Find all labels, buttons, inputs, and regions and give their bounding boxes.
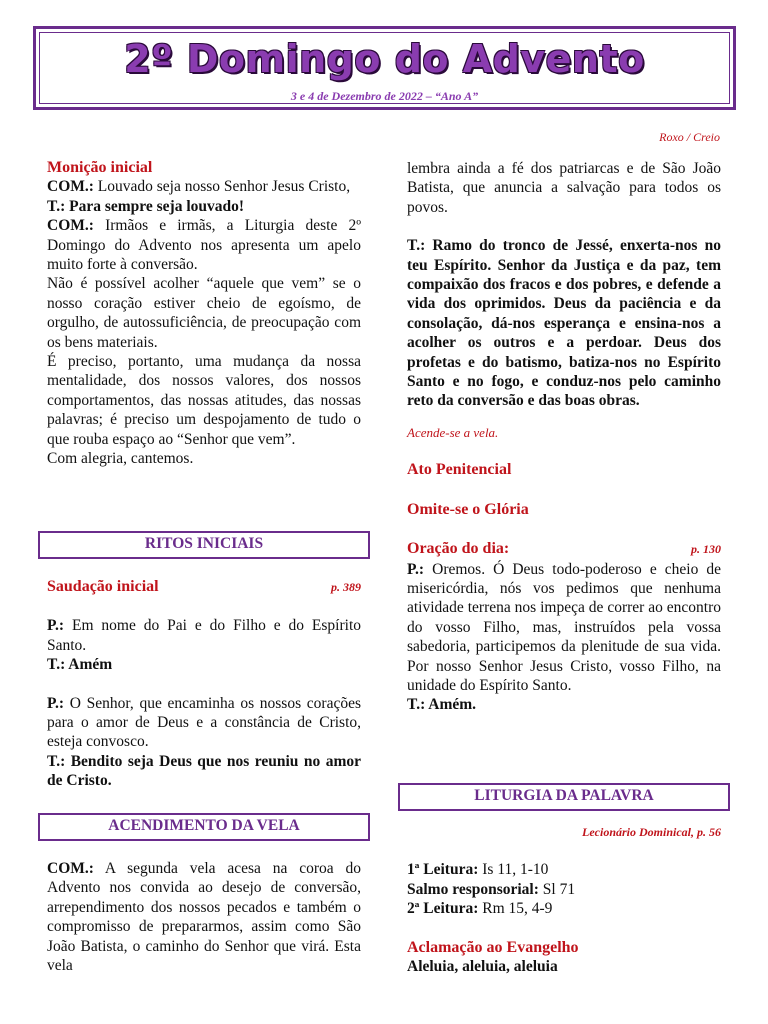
ato-penitencial-heading: Ato Penitencial: [407, 461, 512, 479]
vela-section: [47, 859, 361, 975]
header-banner: [33, 26, 736, 110]
p-label: P.:: [407, 560, 425, 578]
acendimento-vela-label: ACENDIMENTO DA VELA: [108, 817, 300, 834]
reading-label: 1ª Leitura:: [407, 861, 479, 879]
response-text: T.: Amém.: [407, 696, 477, 714]
com-label: COM.:: [47, 217, 94, 235]
ritos-section: [47, 577, 361, 791]
response-text: T.: Ramo do tronco de Jessé, enxerta-nos no teu Espírito. Senhor da Justiça e da paz, tem compaixão dos fracos e dos pobres, e defende a vida dos oprimidos. Deus da paciência e da consolação, dá-nos esperança e ensina-nos a acolher os outros e a perdoar. Deus dos profetas e do batismo, batiza-nos no Espírito Santo e no fogo, e conduz-nos pelo caminho reto da conversão e das boas obras.: [407, 237, 721, 410]
com-text: Louvado seja nosso Senhor Jesus Cristo,: [97, 178, 351, 196]
monicao-paragraph: É preciso, portanto, uma mudança da nossa mentalidade, dos nossos valores, dos nossos comportamentos, das nossas atitudes, das nossas palavras; é preciso um despojamento de tudo o que rouba espaço ao “Senhor que vem”.: [47, 353, 361, 448]
reading-ref: Is 11, 1-10: [482, 861, 549, 879]
saudacao-row: [47, 577, 361, 597]
omite-gloria-heading: Omite-se o Glória: [407, 500, 529, 518]
com-label: COM.:: [47, 860, 94, 877]
com-label: COM.:: [47, 178, 94, 196]
response-text: T.: Para sempre seja louvado!: [47, 197, 245, 215]
p-label: P.:: [47, 617, 65, 635]
oracao-row: [407, 539, 721, 559]
monicao-heading: Monição inicial: [47, 159, 153, 176]
com-text: Irmãos e irmãs, a Liturgia deste 2º Domingo do Advento nos apresenta um apelo muito forte à conversão.: [47, 217, 362, 274]
monicao-section: [47, 158, 361, 469]
liturgia-palavra-box: [398, 783, 730, 811]
saudacao-heading: Saudação inicial: [47, 578, 159, 595]
vela-continuation-text: lembra ainda a fé dos patriarcas e de São João Batista, que anuncia a salvação para todos os povos.: [407, 160, 721, 216]
response-text: T.: Amém: [47, 656, 113, 674]
page-subtitle: 3 e 4 de Dezembro de 2022 – “Ano A”: [290, 89, 479, 103]
reading-ref: Sl 71: [542, 880, 576, 898]
lecionario-ref: Lecionário Dominical, p. 56: [582, 825, 721, 839]
aleluia-text: Aleluia, aleluia, aleluia: [407, 958, 558, 976]
ritos-iniciais-box: [38, 531, 370, 559]
aclamacao-heading: Aclamação ao Evangelho: [407, 938, 579, 956]
vela-continuation: [407, 159, 721, 715]
saudacao-page-ref: p. 389: [331, 580, 361, 594]
monicao-paragraph: Com alegria, cantemos.: [47, 450, 194, 468]
ritos-iniciais-label: RITOS INICIAIS: [144, 535, 264, 552]
p-text: O Senhor, que encaminha os nossos corações para o amor de Deus e a constância de Cristo, esteja convosco.: [47, 694, 361, 751]
rubric-text: Acende-se a vela.: [407, 424, 499, 440]
p-text: Oremos. Ó Deus todo-poderoso e cheio de misericórdia, nós vos pedimos que nenhuma atividade terrena nos impeça de correr ao encontro do vosso Filho, mas, instruídos pela vossa sabedoria, participemos da plenitude de sua vida. Por nosso Senhor Jesus Cristo, vosso Filho, na unidade do Espírito Santo.: [407, 560, 721, 694]
liturgical-color-note: Roxo / Creio: [659, 130, 720, 144]
oracao-page-ref: p. 130: [691, 542, 721, 557]
com-text: A segunda vela acesa na coroa do Advento nos convida ao desejo de conversão, arrependimento dos nossos pecados e também o compromisso de prepararmos, assim como São João Batista, o caminho do Senhor que virá. Esta vela: [47, 860, 361, 975]
acendimento-vela-box: [38, 813, 370, 841]
reading-ref: Rm 15, 4-9: [482, 900, 553, 918]
oracao-heading: Oração do dia:: [407, 540, 510, 558]
liturgia-section: [407, 823, 721, 976]
monicao-paragraph: Não é possível acolher “aquele que vem” se o nosso coração estiver cheio de egoísmo, de orgulho, de autossuficiência, de preocupação com os bens materiais.: [47, 275, 361, 351]
response-text: T.: Bendito seja Deus que nos reuniu no amor de Cristo.: [47, 752, 361, 790]
liturgia-palavra-label: LITURGIA DA PALAVRA: [474, 787, 654, 804]
reading-label: Salmo responsorial:: [407, 880, 539, 898]
p-label: P.:: [47, 694, 65, 712]
reading-label: 2ª Leitura:: [407, 900, 479, 918]
p-text: Em nome do Pai e do Filho e do Espírito Santo.: [47, 617, 361, 654]
page-title: 2º Domingo do Advento: [124, 37, 645, 81]
